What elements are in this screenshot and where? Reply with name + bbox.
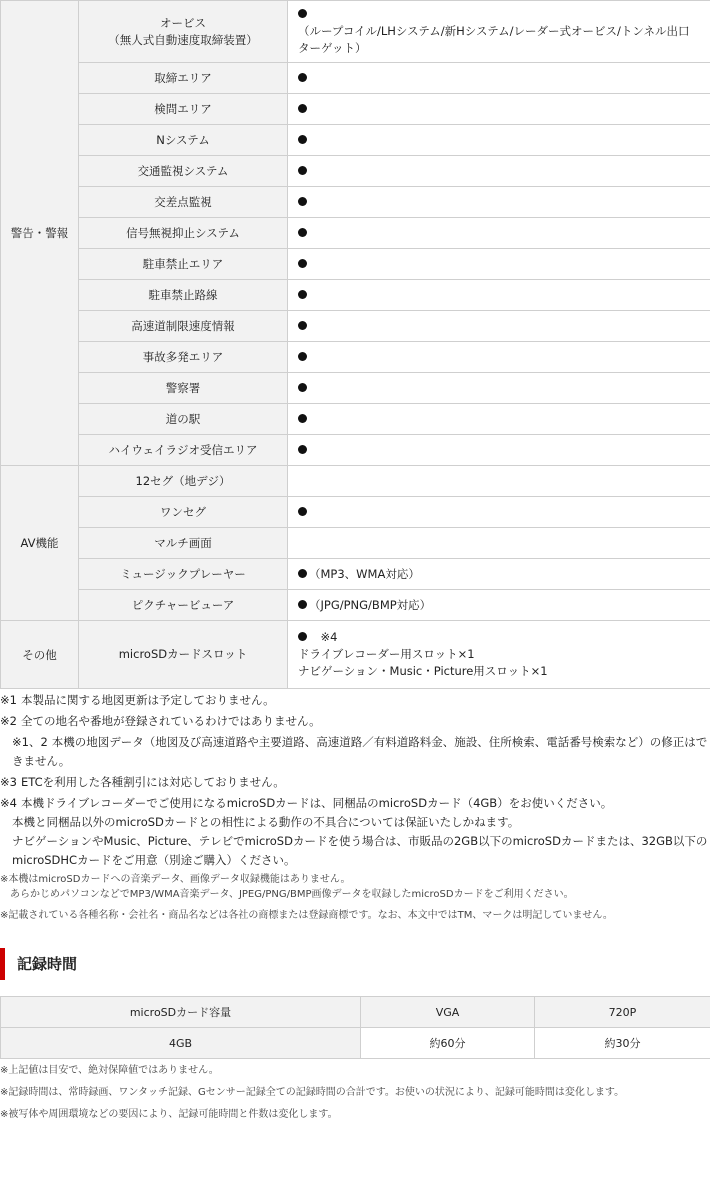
spec-row bbox=[1, 311, 710, 342]
spec-item-label bbox=[79, 404, 288, 435]
spec-row bbox=[1, 342, 710, 373]
recording-header-cell: microSDカード容量 bbox=[1, 997, 361, 1028]
spec-item-label bbox=[79, 125, 288, 156]
value-line bbox=[298, 70, 700, 87]
spec-item-label bbox=[79, 311, 288, 342]
value-line bbox=[298, 566, 700, 583]
value-line bbox=[298, 380, 700, 397]
spec-item-label bbox=[79, 249, 288, 280]
spec-row bbox=[1, 63, 710, 94]
value-line: ナビゲーション・Music・Picture用スロット×1 bbox=[298, 664, 548, 678]
footnote-text: ETCを利用した各種割引には対応しておりません。 bbox=[20, 775, 285, 789]
spec-row bbox=[1, 435, 710, 466]
small-note bbox=[0, 872, 710, 902]
supported-dot-icon bbox=[298, 383, 307, 392]
small-note-mark: ※ bbox=[0, 910, 9, 921]
footnote-mark: ※4 bbox=[0, 796, 17, 810]
footnote-extra: ナビゲーションやMusic、Picture、テレビでmicroSDカードを使う場合は、市販品の2GB以下のmicroSDカードまたは、32GB以下のmicroSDHCカードをご用意（別途ご購入）ください。 bbox=[12, 834, 708, 867]
spec-item-label bbox=[79, 435, 288, 466]
spec-value bbox=[288, 1, 710, 63]
supported-dot-icon bbox=[298, 73, 307, 82]
spec-value bbox=[288, 590, 710, 621]
recording-row bbox=[1, 1028, 710, 1059]
spec-item-label bbox=[79, 156, 288, 187]
spec-value bbox=[288, 63, 710, 94]
spec-value bbox=[288, 311, 710, 342]
small-note bbox=[0, 908, 710, 923]
footnote bbox=[0, 794, 710, 870]
spec-row bbox=[1, 466, 710, 497]
item-label-text: 交通監視システム bbox=[137, 163, 229, 178]
supported-dot-icon bbox=[298, 632, 307, 641]
spec-value bbox=[288, 404, 710, 435]
supported-dot-icon bbox=[298, 507, 307, 516]
recording-cell: 4GB bbox=[1, 1028, 361, 1059]
item-label-text: 高速道制限速度情報 bbox=[131, 318, 235, 333]
value-line bbox=[298, 442, 700, 459]
item-label-text: オービス bbox=[160, 15, 206, 30]
value-line bbox=[298, 597, 700, 614]
spec-item-label bbox=[79, 497, 288, 528]
spec-item-label bbox=[79, 621, 288, 689]
value-line: ドライブレコーダー用スロット×1 bbox=[298, 647, 475, 661]
small-note-text: 本機はmicroSDカードへの音楽データ、画像データ収録機能はありません。 bbox=[8, 874, 351, 885]
supported-dot-icon bbox=[298, 352, 307, 361]
footnote-text: 本機ドライブレコーダーでご使用になるmicroSDカードは、同梱品のmicroSDカード（4GB）をお使いください。 bbox=[20, 796, 613, 810]
recording-header-cell: 720P bbox=[535, 997, 710, 1028]
value-line bbox=[298, 629, 700, 646]
spec-row bbox=[1, 218, 710, 249]
spec-value bbox=[288, 528, 710, 559]
item-label-text: 駐車禁止路線 bbox=[148, 287, 218, 302]
spec-category: その他 bbox=[1, 621, 79, 689]
spec-item-label bbox=[79, 466, 288, 497]
spec-category: 警告・警報 bbox=[1, 1, 79, 466]
footnotes bbox=[0, 691, 710, 923]
value-line bbox=[298, 101, 700, 118]
value-line bbox=[298, 163, 700, 180]
supported-dot-icon bbox=[298, 290, 307, 299]
item-label-text: ハイウェイラジオ受信エリア bbox=[108, 442, 258, 457]
supported-dot-icon bbox=[298, 569, 307, 578]
value-line bbox=[298, 318, 700, 335]
spec-item-label bbox=[79, 63, 288, 94]
recording-section-title: 記録時間 bbox=[0, 948, 710, 980]
footnote-mark: ※2 bbox=[0, 714, 17, 728]
spec-item-label bbox=[79, 280, 288, 311]
spec-value bbox=[288, 156, 710, 187]
recording-note: ※被写体や周囲環境などの要因により、記録可能時間と件数は変化します。 bbox=[0, 1109, 338, 1120]
spec-value bbox=[288, 466, 710, 497]
footnote-text: 本製品に関する地図更新は予定しておりません。 bbox=[20, 693, 275, 707]
value-text: （ループコイル/LHシステム/新Hシステム/レーダー式オービス/トンネル出口ターゲット） bbox=[298, 24, 690, 55]
spec-value bbox=[288, 280, 710, 311]
spec-row bbox=[1, 1, 710, 63]
item-label-text: ミュージックプレーヤー bbox=[120, 566, 246, 581]
small-note-text: 記載されている各種名称・会社名・商品名などは各社の商標または登録商標です。なお、本文中ではTM、マークは明記していません。 bbox=[8, 910, 613, 921]
recording-table bbox=[0, 996, 710, 1059]
spec-value bbox=[288, 621, 710, 689]
item-label-text: 警察署 bbox=[165, 380, 201, 395]
item-label-text: 道の駅 bbox=[165, 411, 201, 426]
spec-value bbox=[288, 373, 710, 404]
item-label-text: 12セグ（地デジ） bbox=[135, 473, 231, 488]
spec-row bbox=[1, 590, 710, 621]
spec-row bbox=[1, 156, 710, 187]
spec-row bbox=[1, 621, 710, 689]
item-label-text: 検問エリア bbox=[154, 101, 212, 116]
spec-item-label bbox=[79, 559, 288, 590]
spec-value bbox=[288, 342, 710, 373]
spec-value bbox=[288, 497, 710, 528]
item-label-text: マルチ画面 bbox=[154, 535, 212, 550]
footnote-mark: ※1、2 bbox=[12, 735, 48, 749]
supported-dot-icon bbox=[298, 414, 307, 423]
supported-dot-icon bbox=[298, 445, 307, 454]
spec-value bbox=[288, 218, 710, 249]
spec-row bbox=[1, 187, 710, 218]
spec-row bbox=[1, 559, 710, 590]
spec-value bbox=[288, 559, 710, 590]
spec-row bbox=[1, 497, 710, 528]
footnote-mark: ※1 bbox=[0, 693, 17, 707]
spec-item-label bbox=[79, 342, 288, 373]
item-label-text: 取締エリア bbox=[154, 70, 212, 85]
spec-row bbox=[1, 280, 710, 311]
item-label-text: 交差点監視 bbox=[154, 194, 212, 209]
footnote bbox=[0, 773, 710, 792]
item-label-text: 事故多発エリア bbox=[142, 349, 224, 364]
footnote-mark: ※3 bbox=[0, 775, 17, 789]
item-label-text: ワンセグ bbox=[160, 504, 206, 519]
spec-row bbox=[1, 373, 710, 404]
recording-header-cell: VGA bbox=[361, 997, 535, 1028]
spec-item-label bbox=[79, 218, 288, 249]
item-label-text: 信号無視抑止システム bbox=[126, 225, 240, 240]
value-line bbox=[298, 287, 700, 304]
recording-cell: 約60分 bbox=[361, 1028, 535, 1059]
footnote-text: 本機の地図データ（地図及び高速道路や主要道路、高速道路／有料道路料金、施設、住所検索、電話番号検索など）の修正はできません。 bbox=[12, 735, 708, 768]
spec-row bbox=[1, 125, 710, 156]
item-label-text: Nシステム bbox=[156, 132, 210, 147]
supported-dot-icon bbox=[298, 321, 307, 330]
value-line bbox=[298, 132, 700, 149]
supported-dot-icon bbox=[298, 228, 307, 237]
recording-notes bbox=[0, 1063, 710, 1122]
footnote bbox=[0, 733, 710, 771]
value-text: ※4 bbox=[309, 630, 338, 644]
footnote bbox=[0, 691, 710, 710]
value-line bbox=[298, 504, 700, 521]
spec-value bbox=[288, 187, 710, 218]
supported-dot-icon bbox=[298, 104, 307, 113]
value-line bbox=[298, 256, 700, 273]
spec-category: AV機能 bbox=[1, 466, 79, 621]
item-label-text: 駐車禁止エリア bbox=[142, 256, 224, 271]
spec-row bbox=[1, 404, 710, 435]
spec-value bbox=[288, 435, 710, 466]
value-text: （MP3、WMA対応） bbox=[309, 566, 420, 581]
spec-item-label bbox=[79, 1, 288, 63]
value-text: （JPG/PNG/BMP対応） bbox=[309, 597, 432, 612]
item-label-text: microSDカードスロット bbox=[118, 647, 248, 661]
value-line bbox=[298, 6, 700, 23]
spec-item-label bbox=[79, 528, 288, 559]
value-line bbox=[298, 411, 700, 428]
small-note-extra: あらかじめパソコンなどでMP3/WMA音楽データ、JPEG/PNG/BMP画像データを収録したmicroSDカードをご利用ください。 bbox=[10, 889, 574, 900]
value-line bbox=[298, 225, 700, 242]
supported-dot-icon bbox=[298, 135, 307, 144]
spec-item-label bbox=[79, 94, 288, 125]
recording-header-row bbox=[1, 997, 710, 1028]
footnote-extra: 本機と同梱品以外のmicroSDカードとの相性による動作の不具合については保証いたしかねます。 bbox=[12, 815, 520, 829]
value-line bbox=[298, 194, 700, 211]
spec-item-label bbox=[79, 373, 288, 404]
spec-row bbox=[1, 528, 710, 559]
spec-item-label bbox=[79, 590, 288, 621]
spec-value bbox=[288, 249, 710, 280]
spec-row bbox=[1, 249, 710, 280]
recording-note: ※上記値は目安で、絶対保障値ではありません。 bbox=[0, 1065, 219, 1076]
footnote-text: 全ての地名や番地が登録されているわけではありません。 bbox=[20, 714, 321, 728]
item-sub-label: （無人式自動速度取締装置） bbox=[108, 32, 258, 47]
supported-dot-icon bbox=[298, 166, 307, 175]
footnote bbox=[0, 712, 710, 731]
spec-value bbox=[288, 94, 710, 125]
spec-value bbox=[288, 125, 710, 156]
recording-note: ※記録時間は、常時録画、ワンタッチ記録、Gセンサー記録全ての記録時間の合計です。お使いの状況により、記録可能時間は変化します。 bbox=[0, 1087, 625, 1098]
spec-item-label bbox=[79, 187, 288, 218]
value-line bbox=[298, 349, 700, 366]
supported-dot-icon bbox=[298, 9, 307, 18]
supported-dot-icon bbox=[298, 197, 307, 206]
spec-row bbox=[1, 94, 710, 125]
recording-cell: 約30分 bbox=[535, 1028, 710, 1059]
item-label-text: ピクチャービューア bbox=[131, 597, 235, 612]
small-note-mark: ※ bbox=[0, 874, 9, 885]
supported-dot-icon bbox=[298, 259, 307, 268]
supported-dot-icon bbox=[298, 600, 307, 609]
